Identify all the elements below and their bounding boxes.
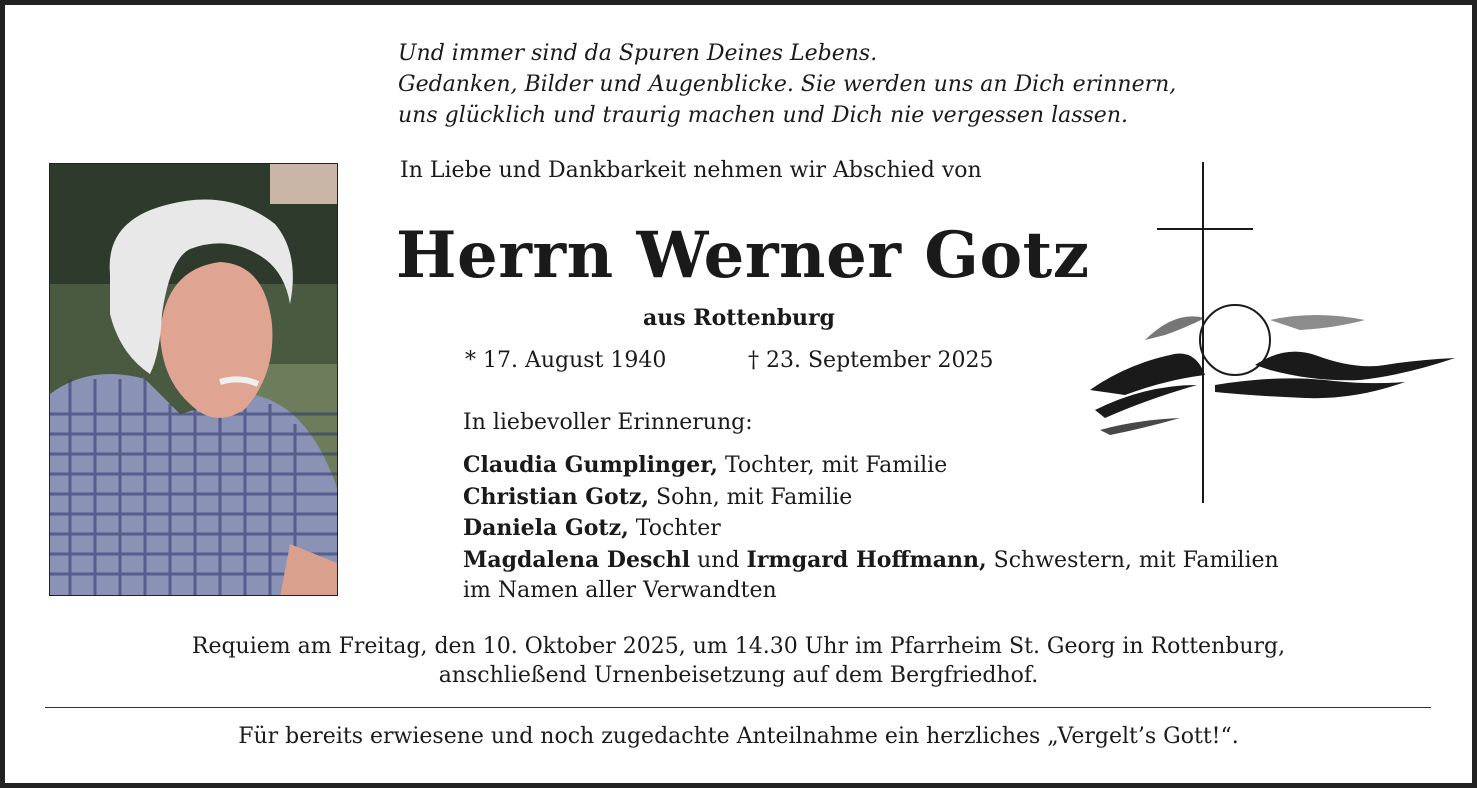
requiem-line-2: anschließend Urnenbeisetzung auf dem Bergfriedhof. — [438, 663, 1039, 688]
mourner-entry — [463, 450, 1279, 482]
quote-line-1: Und immer sind da Spuren Deines Lebens. — [398, 41, 878, 66]
death-date: † 23. September 2025 — [748, 348, 994, 373]
memorial-quote — [398, 38, 1176, 131]
mourners-list — [463, 450, 1279, 607]
farewell-intro: In Liebe und Dankbarkeit nehmen wir Abschied von — [400, 158, 982, 183]
requiem-line-1: Requiem am Freitag, den 10. Oktober 2025, um 14.30 Uhr im Pfarrheim St. Georg in Rottenburg, — [191, 634, 1286, 659]
mourner-name: Claudia Gumplinger, — [463, 452, 718, 478]
mourner-joiner: und — [690, 547, 747, 573]
mourner-relation: Schwestern, mit Familien — [986, 547, 1279, 573]
memory-label: In liebevoller Erinnerung: — [463, 410, 753, 435]
mourner-relation: Tochter — [628, 516, 721, 541]
mourner-relation: Sohn, mit Familie — [649, 484, 853, 510]
mourner-name: Christian Gotz, — [463, 483, 650, 510]
mourner-name-2: Irmgard Hoffmann, — [746, 546, 987, 573]
mourner-entry — [463, 513, 1279, 545]
portrait-photo — [49, 163, 338, 596]
deceased-origin: aus Rottenburg — [643, 305, 835, 331]
relatives-line: im Namen aller Verwandten — [463, 578, 777, 603]
birth-date: * 17. August 1940 — [465, 348, 667, 373]
mourner-relation: Tochter, mit Familie — [717, 453, 948, 478]
quote-line-3: uns glücklich und traurig machen und Dich nie vergessen lassen. — [398, 103, 1128, 128]
thanks-line: Für bereits erwiesene und noch zugedachte Anteilnahme ein herzliches „Vergelt’s Gott!“. — [238, 724, 1239, 749]
mourner-entry — [463, 545, 1279, 577]
mourner-name: Magdalena Deschl — [463, 546, 691, 573]
mourner-entry — [463, 482, 1279, 514]
quote-line-2: Gedanken, Bilder und Augenblicke. Sie werden uns an Dich erinnern, — [398, 72, 1177, 97]
deceased-name: Herrn Werner Gotz — [396, 218, 1090, 293]
requiem-notice — [0, 632, 1477, 690]
mourner-name: Daniela Gotz, — [463, 515, 629, 541]
divider — [45, 707, 1431, 708]
